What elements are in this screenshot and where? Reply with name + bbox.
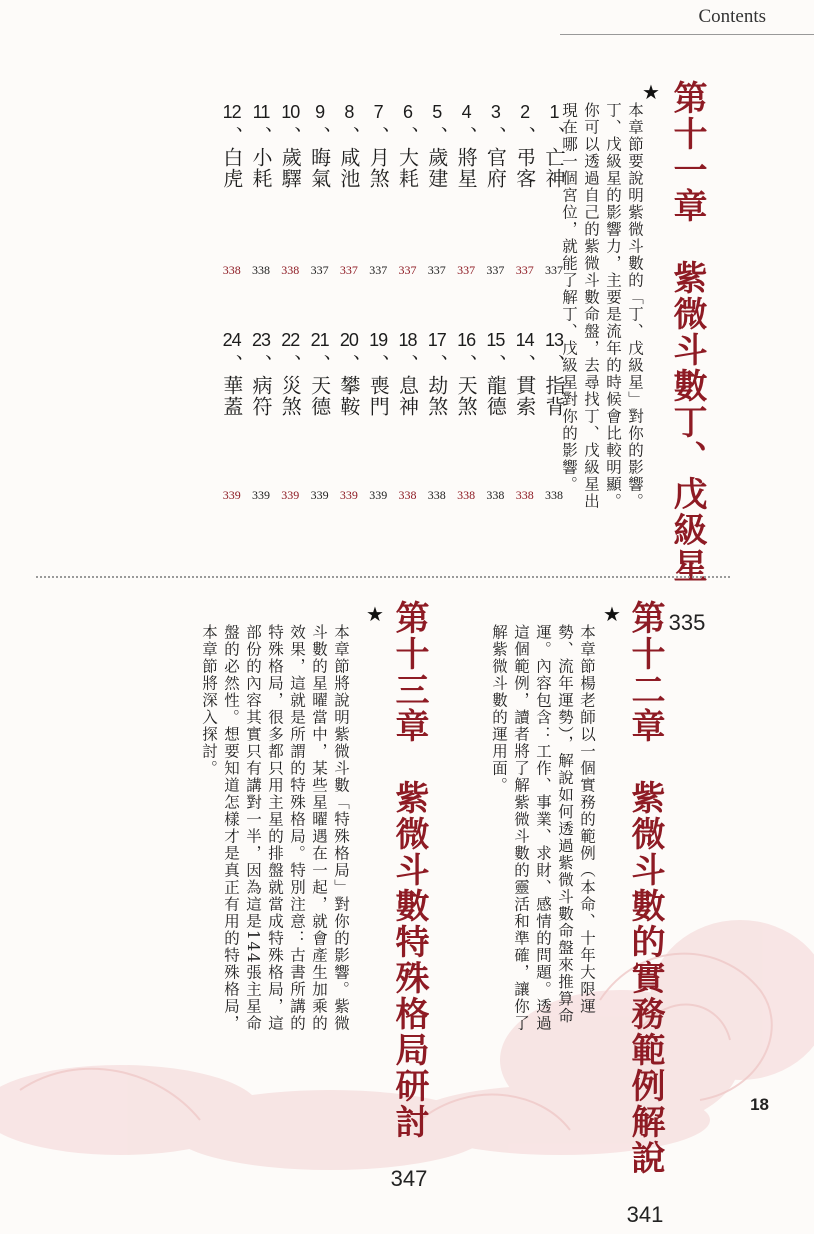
star-item-page: 339 xyxy=(339,488,358,502)
chapter-12-title[interactable] xyxy=(626,600,664,1234)
star-item-number: 24 xyxy=(222,330,241,350)
star-item-page: 337 xyxy=(398,263,417,277)
star-list-item[interactable] xyxy=(540,98,568,189)
star-item-number: 8 xyxy=(344,102,354,122)
star-item-number: 20 xyxy=(339,330,358,350)
star-item-page: 338 xyxy=(252,263,270,277)
star-list-item[interactable] xyxy=(481,326,509,417)
star-list-item[interactable] xyxy=(247,326,275,417)
star-list-item[interactable] xyxy=(335,98,363,189)
star-item-name: 弔客 xyxy=(512,147,537,189)
star-item-name: 劫煞 xyxy=(424,375,449,417)
separator: 、 xyxy=(336,126,361,147)
star-list-item[interactable] xyxy=(276,326,304,417)
chapter-11-description xyxy=(558,102,646,510)
star-item-page: 339 xyxy=(369,488,388,502)
separator: 、 xyxy=(219,126,244,147)
star-item-page: 337 xyxy=(310,263,329,277)
star-list-item[interactable] xyxy=(511,98,539,189)
star-item-number: 4 xyxy=(461,102,471,122)
star-item-name: 攀鞍 xyxy=(336,375,361,417)
separator: 、 xyxy=(483,126,508,147)
chapter-13-title[interactable] xyxy=(390,600,428,1198)
separator: 、 xyxy=(424,126,449,147)
star-item-name: 貫索 xyxy=(512,375,537,417)
desc-line: 這個範例，讀者將了解紫微斗數的靈活和準確，讓你了 xyxy=(512,624,530,1032)
star-list-item[interactable] xyxy=(481,98,509,189)
star-item-name: 龍德 xyxy=(483,375,508,417)
star-item-page: 337 xyxy=(339,263,358,277)
star-list-item[interactable] xyxy=(364,98,392,189)
desc-line: 勢、流年運勢），解說如何透過紫微斗數命盤來推算命 xyxy=(556,624,574,1025)
star-item-name: 喪門 xyxy=(366,375,391,417)
star-item-name: 歲驛 xyxy=(278,147,303,189)
desc-line: 解紫微斗數的運用面。 xyxy=(490,624,508,794)
star-item-number: 3 xyxy=(490,102,500,122)
separator: 、 xyxy=(542,126,566,147)
star-item-name: 晦氣 xyxy=(307,147,332,189)
star-item-name: 月煞 xyxy=(366,147,391,189)
star-list-item[interactable] xyxy=(218,98,246,189)
star-item-number: 14 xyxy=(515,330,534,350)
star-item-number: 11 xyxy=(252,102,270,122)
star-item-page: 339 xyxy=(252,488,270,502)
desc-line: 本章節楊老師以一個實務的範例（本命、十年大限運 xyxy=(578,624,596,1015)
separator: 、 xyxy=(249,126,273,147)
star-list-item[interactable] xyxy=(511,326,539,417)
chapter-12-description xyxy=(488,624,598,1032)
star-item-page: 337 xyxy=(427,263,446,277)
star-item-page: 338 xyxy=(457,488,476,502)
star-item-name: 將星 xyxy=(454,147,479,189)
star-item-number: 2 xyxy=(520,102,530,122)
separator: 、 xyxy=(512,126,537,147)
star-item-number: 7 xyxy=(373,102,383,122)
desc-line: 現在哪一個宮位，就能了解丁、戊級星對你的影響。 xyxy=(560,102,578,493)
star-item-page: 338 xyxy=(486,488,505,502)
star-item-page: 337 xyxy=(486,263,505,277)
star-item-number: 16 xyxy=(457,330,476,350)
star-item-number: 9 xyxy=(315,102,325,122)
separator: 、 xyxy=(249,354,273,375)
star-list-item[interactable] xyxy=(394,98,422,189)
star-item-name: 官府 xyxy=(483,147,508,189)
star-item-page: 338 xyxy=(281,263,300,277)
star-list-item[interactable] xyxy=(306,98,334,189)
chapter-13-title-text: 第十三章 紫微斗數特殊格局研討 xyxy=(389,600,429,1140)
desc-line: 部份的內容其實只有講對一半，因為這是144張主星命 xyxy=(244,624,262,1033)
star-list-item[interactable] xyxy=(247,98,275,189)
star-item-name: 亡神 xyxy=(542,147,566,189)
star-item-number: 5 xyxy=(432,102,442,122)
desc-line: 運。內容包含：工作、事業、求財、感情的問題。透過 xyxy=(534,624,552,1032)
star-item-page: 339 xyxy=(281,488,300,502)
star-item-number: 18 xyxy=(398,330,417,350)
star-list-item[interactable] xyxy=(394,326,422,417)
star-item-number: 10 xyxy=(281,102,300,122)
chapter-11-page: 335 xyxy=(668,609,706,635)
desc-line: 本章節將說明紫微斗數「特殊格局」對你的影響。紫微 xyxy=(332,624,350,1032)
separator: 、 xyxy=(307,126,332,147)
star-list-item[interactable] xyxy=(452,98,480,189)
star-item-name: 歲建 xyxy=(424,147,449,189)
chapter-13-page: 347 xyxy=(390,1165,428,1191)
page-number: 18 xyxy=(750,1095,769,1114)
desc-line: 效果，這就是所謂的特殊格局。特別注意：古書所講的 xyxy=(288,624,306,1032)
star-item-page: 338 xyxy=(545,488,563,502)
desc-line: 斗數的星曜當中，某些星曜遇在一起，就會產生加乘的 xyxy=(310,624,328,1032)
separator: 、 xyxy=(395,354,420,375)
star-list-item[interactable] xyxy=(218,326,246,417)
star-item-number: 12 xyxy=(222,102,241,122)
star-list-item[interactable] xyxy=(452,326,480,417)
star-item-page: 339 xyxy=(222,488,241,502)
star-item-name: 華蓋 xyxy=(219,375,244,417)
star-item-name: 天煞 xyxy=(454,375,479,417)
star-list-item[interactable] xyxy=(364,326,392,417)
separator: 、 xyxy=(366,126,391,147)
star-bullet-icon: ★ xyxy=(603,602,621,626)
desc-line: 特殊格局，很多都只用主星的排盤就當成特殊格局，這 xyxy=(266,624,284,1032)
star-item-number: 17 xyxy=(427,330,446,350)
separator: 、 xyxy=(542,354,566,375)
star-item-name: 息神 xyxy=(395,375,420,417)
star-item-page: 337 xyxy=(369,263,388,277)
separator: 、 xyxy=(278,126,303,147)
header-rule xyxy=(560,34,814,35)
star-item-number: 19 xyxy=(369,330,388,350)
separator: 、 xyxy=(395,126,420,147)
star-item-page: 338 xyxy=(222,263,241,277)
star-item-number: 1 xyxy=(549,102,559,122)
star-item-page: 337 xyxy=(515,263,534,277)
star-item-name: 大耗 xyxy=(395,147,420,189)
star-item-page: 338 xyxy=(515,488,534,502)
star-item-name: 病符 xyxy=(249,375,273,417)
separator: 、 xyxy=(454,354,479,375)
header-title: Contents xyxy=(698,6,766,27)
star-item-number: 13 xyxy=(544,330,564,350)
star-item-page: 337 xyxy=(457,263,476,277)
separator: 、 xyxy=(307,354,332,375)
star-list-item[interactable] xyxy=(540,326,568,417)
star-item-number: 22 xyxy=(281,330,300,350)
separator: 、 xyxy=(278,354,303,375)
star-item-number: 15 xyxy=(486,330,505,350)
star-item-name: 災煞 xyxy=(278,375,303,417)
star-item-page: 339 xyxy=(310,488,329,502)
star-list-item[interactable] xyxy=(423,98,451,189)
desc-line: 本章節將深入探討。 xyxy=(200,624,218,777)
star-item-number: 6 xyxy=(402,102,412,122)
separator: 、 xyxy=(219,354,244,375)
desc-line: 本章節要說明紫微斗數的「丁、戊級星」對你的影響。 xyxy=(626,102,644,510)
star-item-page: 338 xyxy=(398,488,417,502)
dotted-divider xyxy=(36,576,730,578)
desc-line: 盤的必然性。想要知道怎樣才是真正有用的特殊格局， xyxy=(222,624,240,1032)
star-item-page: 337 xyxy=(545,263,563,277)
separator: 、 xyxy=(483,354,508,375)
separator: 、 xyxy=(366,354,391,375)
star-list-item[interactable] xyxy=(306,326,334,417)
star-item-number: 21 xyxy=(310,330,329,350)
separator: 、 xyxy=(512,354,537,375)
chapter-11-title-text: 第十一章 紫微斗數丁、戊級星 xyxy=(667,80,707,584)
separator: 、 xyxy=(336,354,361,375)
star-item-name: 小耗 xyxy=(249,147,273,189)
star-item-name: 指背 xyxy=(542,375,566,417)
star-item-page: 338 xyxy=(427,488,446,502)
star-bullet-icon: ★ xyxy=(366,602,384,626)
star-list-item[interactable] xyxy=(276,98,304,189)
chapter-13-description xyxy=(198,624,352,1032)
chapter-12-page: 341 xyxy=(626,1201,664,1227)
chapter-12-title-text: 第十二章 紫微斗數的實務範例解說 xyxy=(625,600,665,1176)
star-item-name: 白虎 xyxy=(219,147,244,189)
star-item-number: 23 xyxy=(251,330,271,350)
desc-line: 丁、戊級星的影響力，主要是流年的時候會比較明顯。 xyxy=(604,102,622,510)
chapter-11-title[interactable] xyxy=(668,80,706,642)
separator: 、 xyxy=(424,354,449,375)
star-item-name: 天德 xyxy=(307,375,332,417)
star-list-item[interactable] xyxy=(423,326,451,417)
star-bullet-icon: ★ xyxy=(642,80,660,104)
separator: 、 xyxy=(454,126,479,147)
star-item-name: 咸池 xyxy=(336,147,361,189)
desc-line: 你可以透過自己的紫微斗數命盤，去尋找丁、戊級星出 xyxy=(582,102,600,510)
star-list-item[interactable] xyxy=(335,326,363,417)
